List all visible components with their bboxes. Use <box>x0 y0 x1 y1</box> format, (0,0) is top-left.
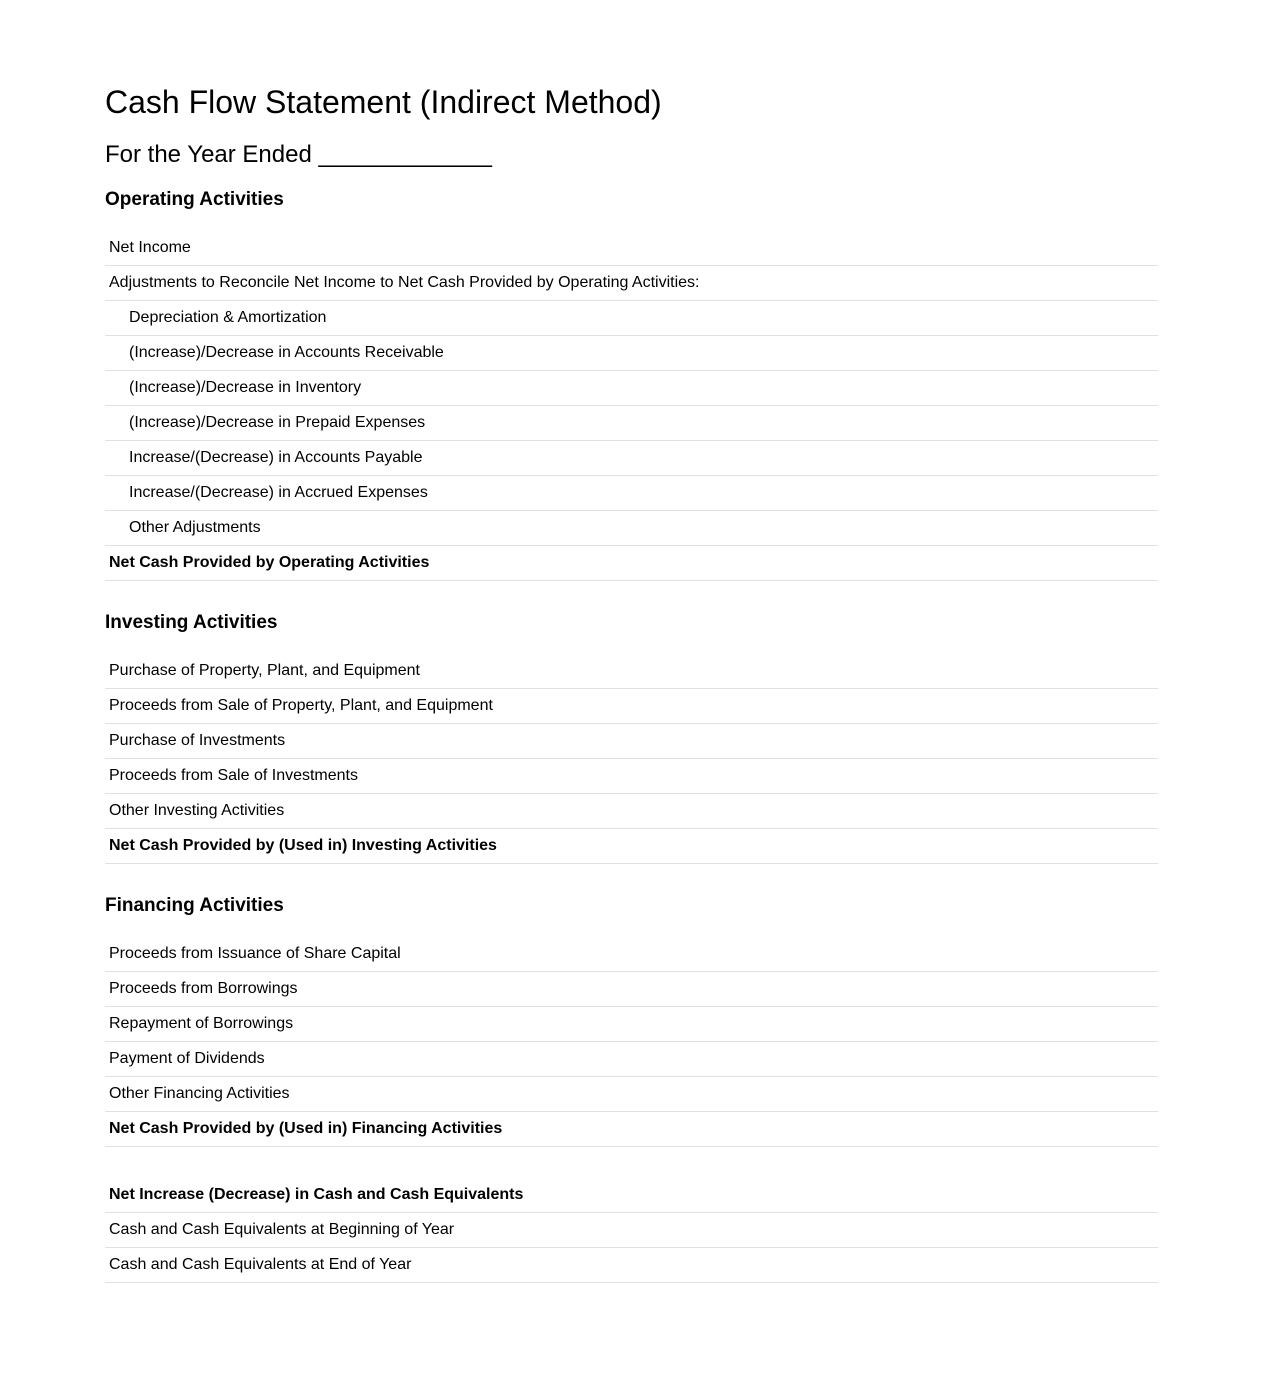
total-row-investing: Net Cash Provided by (Used in) Investing Activities <box>105 829 1158 864</box>
total-row-financing: Net Cash Provided by (Used in) Financing Activities <box>105 1112 1158 1147</box>
section-heading-operating: Operating Activities <box>105 189 284 210</box>
table-row: Payment of Dividends <box>105 1042 1158 1077</box>
table-row: Other Investing Activities <box>105 794 1158 829</box>
table-row: Increase/(Decrease) in Accrued Expenses <box>105 476 1158 511</box>
table-row: Adjustments to Reconcile Net Income to Net Cash Provided by Operating Activities: <box>105 266 1158 301</box>
ending-cash-row: Cash and Cash Equivalents at End of Year <box>105 1248 1158 1283</box>
financing-table <box>105 937 1158 1147</box>
table-row: Other Adjustments <box>105 511 1158 546</box>
table-row: Increase/(Decrease) in Accounts Payable <box>105 441 1158 476</box>
table-row: Proceeds from Sale of Investments <box>105 759 1158 794</box>
table-row: (Increase)/Decrease in Inventory <box>105 371 1158 406</box>
summary-section <box>105 1178 1158 1283</box>
beginning-cash-row: Cash and Cash Equivalents at Beginning of Year <box>105 1213 1158 1248</box>
investing-section <box>105 611 1158 864</box>
table-row: Proceeds from Sale of Property, Plant, and Equipment <box>105 689 1158 724</box>
document-title: Cash Flow Statement (Indirect Method) <box>105 84 662 120</box>
table-row: (Increase)/Decrease in Accounts Receivable <box>105 336 1158 371</box>
investing-table <box>105 654 1158 864</box>
table-row: Proceeds from Borrowings <box>105 972 1158 1007</box>
table-row: Net Income <box>105 231 1158 266</box>
table-row: Other Financing Activities <box>105 1077 1158 1112</box>
document-subtitle: For the Year Ended _____________ <box>105 141 493 168</box>
section-heading-financing: Financing Activities <box>105 895 284 916</box>
operating-table <box>105 231 1158 581</box>
table-row: Purchase of Property, Plant, and Equipment <box>105 654 1158 689</box>
net-change-row: Net Increase (Decrease) in Cash and Cash Equivalents <box>105 1178 1158 1213</box>
summary-table <box>105 1178 1158 1283</box>
table-row: Repayment of Borrowings <box>105 1007 1158 1042</box>
table-row: (Increase)/Decrease in Prepaid Expenses <box>105 406 1158 441</box>
financing-section <box>105 894 1158 1147</box>
total-row-operating: Net Cash Provided by Operating Activities <box>105 546 1158 581</box>
operating-section <box>105 188 1158 581</box>
table-row: Depreciation & Amortization <box>105 301 1158 336</box>
section-heading-investing: Investing Activities <box>105 612 278 633</box>
table-row: Purchase of Investments <box>105 724 1158 759</box>
table-row: Proceeds from Issuance of Share Capital <box>105 937 1158 972</box>
